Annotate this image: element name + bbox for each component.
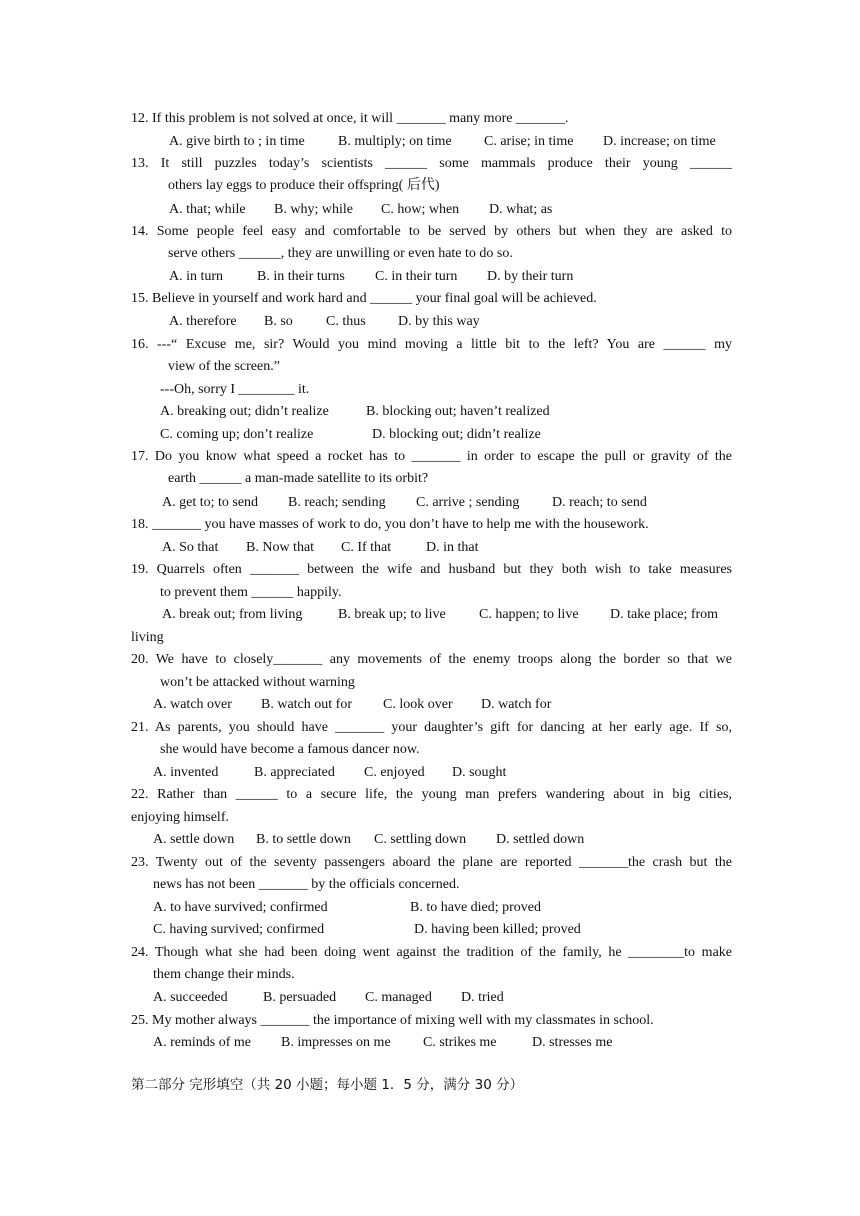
question-17-stem-line2: earth ______ a man-made satellite to its orbit? <box>168 471 429 486</box>
option-c: C. arise; in time <box>484 134 574 149</box>
option-b: B. watch out for <box>261 697 352 712</box>
option-b: B. impresses on me <box>281 1035 391 1050</box>
option-d: D. what; as <box>489 202 553 217</box>
question-16-stem-line2: view of the screen.” <box>168 359 280 374</box>
option-d: D. having been killed; proved <box>414 922 581 937</box>
question-20-stem-line1: 20. We have to closely_______ any movements of the enemy troops along the border so that we <box>131 652 732 667</box>
option-d: D. blocking out; didn’t realize <box>372 427 541 442</box>
question-18-stem: 18. _______ you have masses of work to do, you don’t have to help me with the housework. <box>131 517 649 532</box>
option-b: B. to settle down <box>256 832 351 847</box>
option-a: A. that; while <box>169 202 246 217</box>
option-c: C. how; when <box>381 202 460 217</box>
question-16-stem-line1: 16. ---“ Excuse me, sir? Would you mind moving a little bit to the left? You are ______ my <box>131 337 732 352</box>
question-25-stem: 25. My mother always _______ the importance of mixing well with my classmates in school. <box>131 1013 654 1028</box>
option-b: B. reach; sending <box>288 495 386 510</box>
question-22-stem-line1: 22. Rather than ______ to a secure life, the young man prefers wandering about in big cities, <box>131 787 732 802</box>
option-b: B. persuaded <box>263 990 337 1005</box>
option-c: C. thus <box>326 314 366 329</box>
option-d: D. take place; from <box>610 607 719 622</box>
question-14-stem-line2: serve others ______, they are unwilling or even hate to do so. <box>168 246 513 261</box>
option-d: D. in that <box>426 540 479 555</box>
option-a: A. get to; to send <box>162 495 259 510</box>
option-d: D. sought <box>452 765 507 780</box>
option-c: C. in their turn <box>375 269 458 284</box>
option-a: A. invented <box>153 765 219 780</box>
option-d: D. watch for <box>481 697 552 712</box>
option-a: A. in turn <box>169 269 224 284</box>
option-a: A. succeeded <box>153 990 228 1005</box>
option-c: C. having survived; confirmed <box>153 922 325 937</box>
option-b: B. break up; to live <box>338 607 446 622</box>
question-19-stem-line1: 19. Quarrels often _______ between the wife and husband but they both wish to take measures <box>131 562 732 577</box>
question-23-stem-line2: news has not been _______ by the officials concerned. <box>153 877 460 892</box>
option-c: C. look over <box>383 697 453 712</box>
option-a: A. therefore <box>169 314 237 329</box>
option-a: A. reminds of me <box>153 1035 251 1050</box>
option-b: B. multiply; on time <box>338 134 452 149</box>
option-c: C. enjoyed <box>364 765 425 780</box>
option-d: D. reach; to send <box>552 495 647 510</box>
option-d: D. by their turn <box>487 269 574 284</box>
option-c: C. happen; to live <box>479 607 579 622</box>
option-c: C. managed <box>365 990 432 1005</box>
option-d: D. by this way <box>398 314 480 329</box>
question-13-stem-line2: others lay eggs to produce their offspring( 后代) <box>168 178 440 193</box>
option-b: B. why; while <box>274 202 353 217</box>
question-14-stem-line1: 14. Some people feel easy and comfortable to be served by others but when they are asked to <box>131 224 732 239</box>
question-24-stem-line2: them change their minds. <box>153 967 295 982</box>
option-c: C. If that <box>341 540 392 555</box>
option-a: A. So that <box>162 540 219 555</box>
option-b: B. Now that <box>246 540 315 555</box>
question-24-stem-line1: 24. Though what she had been doing went against the tradition of the family, he ________to make <box>131 945 732 960</box>
question-19-wrap: living <box>131 630 164 645</box>
option-d: D. increase; on time <box>603 134 716 149</box>
question-12-stem: 12. If this problem is not solved at once, it will _______ many more _______. <box>131 111 569 126</box>
option-b: B. in their turns <box>257 269 345 284</box>
option-c: C. settling down <box>374 832 467 847</box>
question-20-stem-line2: won’t be attacked without warning <box>160 675 355 690</box>
question-16-stem-line3: ---Oh, sorry I ________ it. <box>160 382 310 397</box>
option-a: A. breaking out; didn’t realize <box>160 404 329 419</box>
question-17-stem-line1: 17. Do you know what speed a rocket has to _______ in order to escape the pull or gravity of the <box>131 449 732 464</box>
option-a: A. give birth to ; in time <box>169 134 305 149</box>
option-c: C. coming up; don’t realize <box>160 427 314 442</box>
question-19-stem-line2: to prevent them ______ happily. <box>160 585 342 600</box>
option-a: A. break out; from living <box>162 607 303 622</box>
option-d: D. stresses me <box>532 1035 613 1050</box>
option-b: B. to have died; proved <box>410 900 542 915</box>
option-b: B. blocking out; haven’t realized <box>366 404 550 419</box>
option-d: D. settled down <box>496 832 585 847</box>
question-21-stem-line1: 21. As parents, you should have _______ your daughter’s gift for dancing at her early age. If so, <box>131 720 732 735</box>
question-21-stem-line2: she would have become a famous dancer now. <box>160 742 420 757</box>
option-a: A. settle down <box>153 832 235 847</box>
option-c: C. strikes me <box>423 1035 497 1050</box>
option-a: A. to have survived; confirmed <box>153 900 328 915</box>
question-23-stem-line1: 23. Twenty out of the seventy passengers aboard the plane are reported _______the crash but the <box>131 855 732 870</box>
option-a: A. watch over <box>153 697 232 712</box>
question-13-stem-line1: 13. It still puzzles today’s scientists ______ some mammals produce their young ______ <box>131 156 732 171</box>
section-2-heading: 第二部分 完形填空（共 20 小题；每小题 1．5 分，满分 30 分） <box>131 1077 524 1093</box>
question-22-stem-line2: enjoying himself. <box>131 810 229 825</box>
question-15-stem: 15. Believe in yourself and work hard and ______ your final goal will be achieved. <box>131 291 597 306</box>
option-b: B. appreciated <box>254 765 335 780</box>
option-d: D. tried <box>461 990 504 1005</box>
option-c: C. arrive ; sending <box>416 495 520 510</box>
option-b: B. so <box>264 314 293 329</box>
